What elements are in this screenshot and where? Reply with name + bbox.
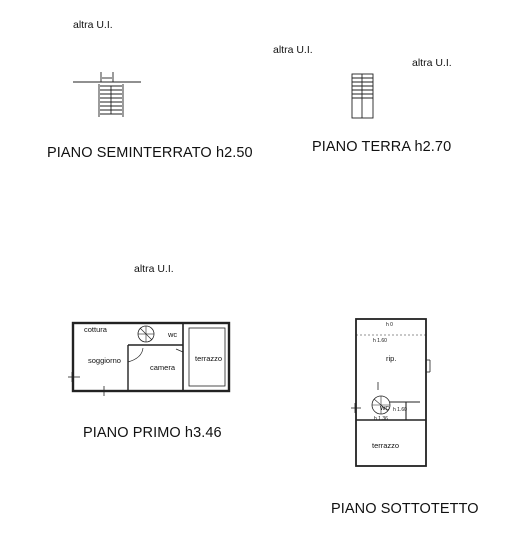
room-label-camera: camera bbox=[150, 363, 176, 372]
height-note-mid: h 1.60 bbox=[393, 407, 407, 413]
neighbor-unit-note-primo: altra U.I. bbox=[134, 263, 174, 275]
seminterrato-stair bbox=[73, 72, 141, 117]
floor-title-sottotetto: PIANO SOTTOTETTO bbox=[331, 501, 479, 517]
room-label-wc-primo: wc bbox=[168, 330, 178, 339]
terra-stair bbox=[352, 74, 373, 118]
floor-title-primo: PIANO PRIMO h3.46 bbox=[83, 425, 222, 441]
height-note-top: h 0 bbox=[386, 322, 393, 328]
room-label-cottura: cottura bbox=[84, 325, 107, 334]
floor-title-seminterrato: PIANO SEMINTERRATO h2.50 bbox=[47, 145, 253, 161]
room-label-terrazzo-primo: terrazzo bbox=[195, 354, 223, 363]
room-label-rip: rip. bbox=[386, 354, 397, 363]
floor-title-terra: PIANO TERRA h2.70 bbox=[312, 139, 452, 155]
neighbor-unit-note-seminterrato: altra U.I. bbox=[73, 19, 113, 31]
room-label-soggiorno: soggiorno bbox=[88, 356, 121, 365]
height-note-low: h 1.36 bbox=[374, 416, 388, 422]
neighbor-unit-note-terra-right: altra U.I. bbox=[412, 57, 452, 69]
room-label-terrazzo-sottotetto: terrazzo bbox=[372, 441, 400, 450]
room-label-wc-sottotetto: wc bbox=[380, 403, 390, 412]
height-note-upper: h 1.60 bbox=[373, 338, 387, 344]
neighbor-unit-note-terra-left: altra U.I. bbox=[273, 44, 313, 56]
